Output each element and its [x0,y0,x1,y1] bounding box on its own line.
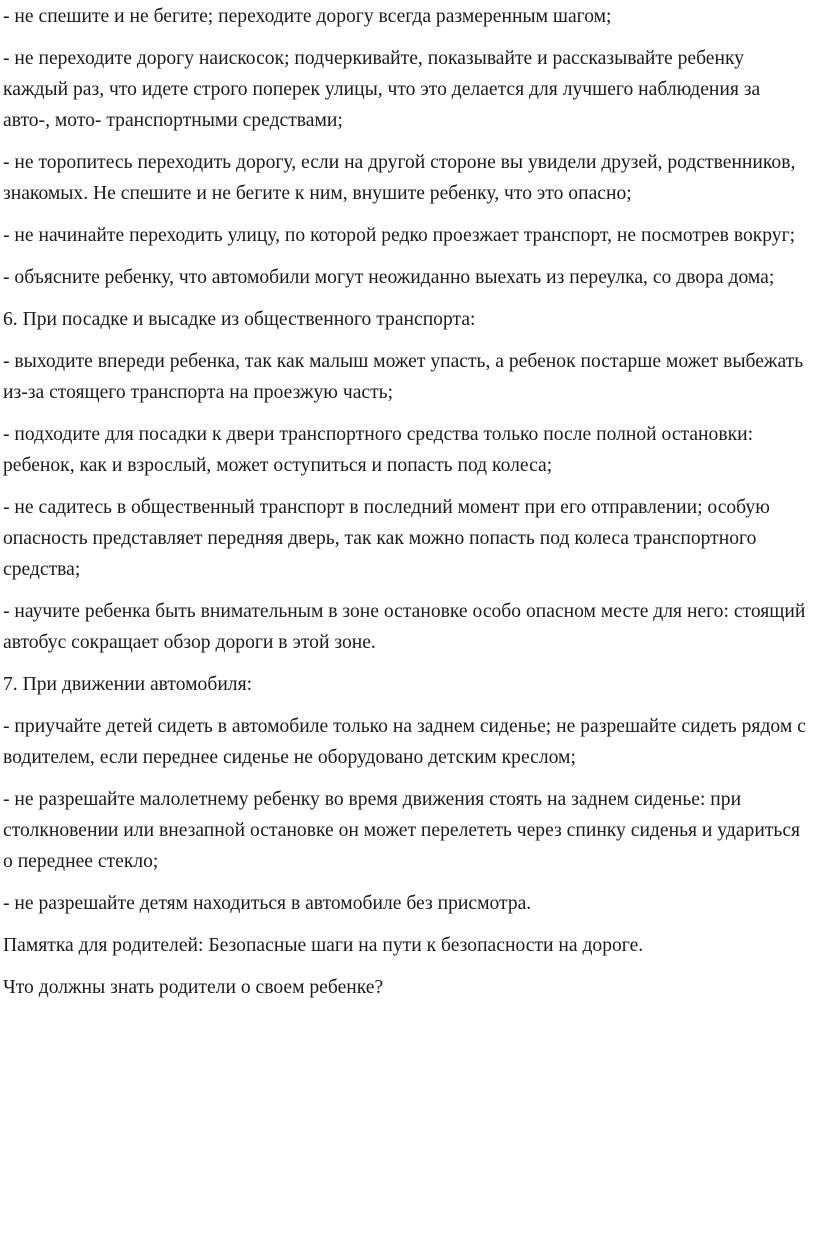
paragraph-bullet-stop-zone: - научите ребенка быть внимательным в зоне остановке особо опасном месте для него: стоящий автобус сокращает обзор дороги в этой зоне. [3,601,806,653]
section-heading-public-transport: 6. При посадке и высадке из общественного транспорта: [3,309,476,330]
paragraph-bullet-no-diagonal: - не переходите дорогу наискосок; подчеркивайте, показывайте и рассказывайте ребенку каждый раз, что идете строго поперек улицы, что это делается для лучшего наблюдения за авто-, мото- транспортными средствами; [3,48,761,131]
paragraph-question: Что должны знать родители о своем ребенке? [3,977,384,998]
paragraph-bullet-no-hurry: - не торопитесь переходить дорогу, если на другой стороне вы увидели друзей, родственников, знакомых. Не спешите и не бегите к ним, внушите ребенку, что это опасно; [3,152,796,204]
section-heading-car-travel: 7. При движении автомобиля: [3,674,253,695]
paragraph-bullet-no-unattended: - не разрешайте детям находиться в автомобиле без присмотра. [3,893,532,914]
paragraph-bullet-exit-first: - выходите впереди ребенка, так как малыш может упасть, а ребенок постарше может выбежать из-за стоящего транспорта на проезжую часть; [3,351,804,403]
paragraph-bullet-no-running: - не спешите и не бегите; переходите дорогу всегда размеренным шагом; [3,6,612,27]
paragraph-bullet-back-seat: - приучайте детей сидеть в автомобиле только на заднем сиденье; не разрешайте сидеть рядом с водителем, если переднее сиденье не оборудовано детским креслом; [3,716,806,768]
paragraph-parents-memo: Памятка для родителей: Безопасные шаги на пути к безопасности на дороге. [3,935,644,956]
paragraph-bullet-alleys: - объясните ребенку, что автомобили могут неожиданно выехать из переулка, со двора дома; [3,267,775,288]
paragraph-bullet-full-stop: - подходите для посадки к двери транспортного средства только после полной остановки: ребенок, как и взрослый, может оступиться и попасть под колеса; [3,424,754,476]
paragraph-bullet-last-moment: - не садитесь в общественный транспорт в последний момент при его отправлении; особую опасность представляет передняя дверь, так как можно попасть под колеса транспортного средства; [3,497,770,580]
paragraph-bullet-look-around: - не начинайте переходить улицу, по которой редко проезжает транспорт, не посмотрев вокруг; [3,225,796,246]
paragraph-bullet-no-standing: - не разрешайте малолетнему ребенку во время движения стоять на заднем сиденье: при столкновении или внезапной остановке он может перелететь через спинку сиденья и удариться о переднее стекло; [3,789,801,872]
